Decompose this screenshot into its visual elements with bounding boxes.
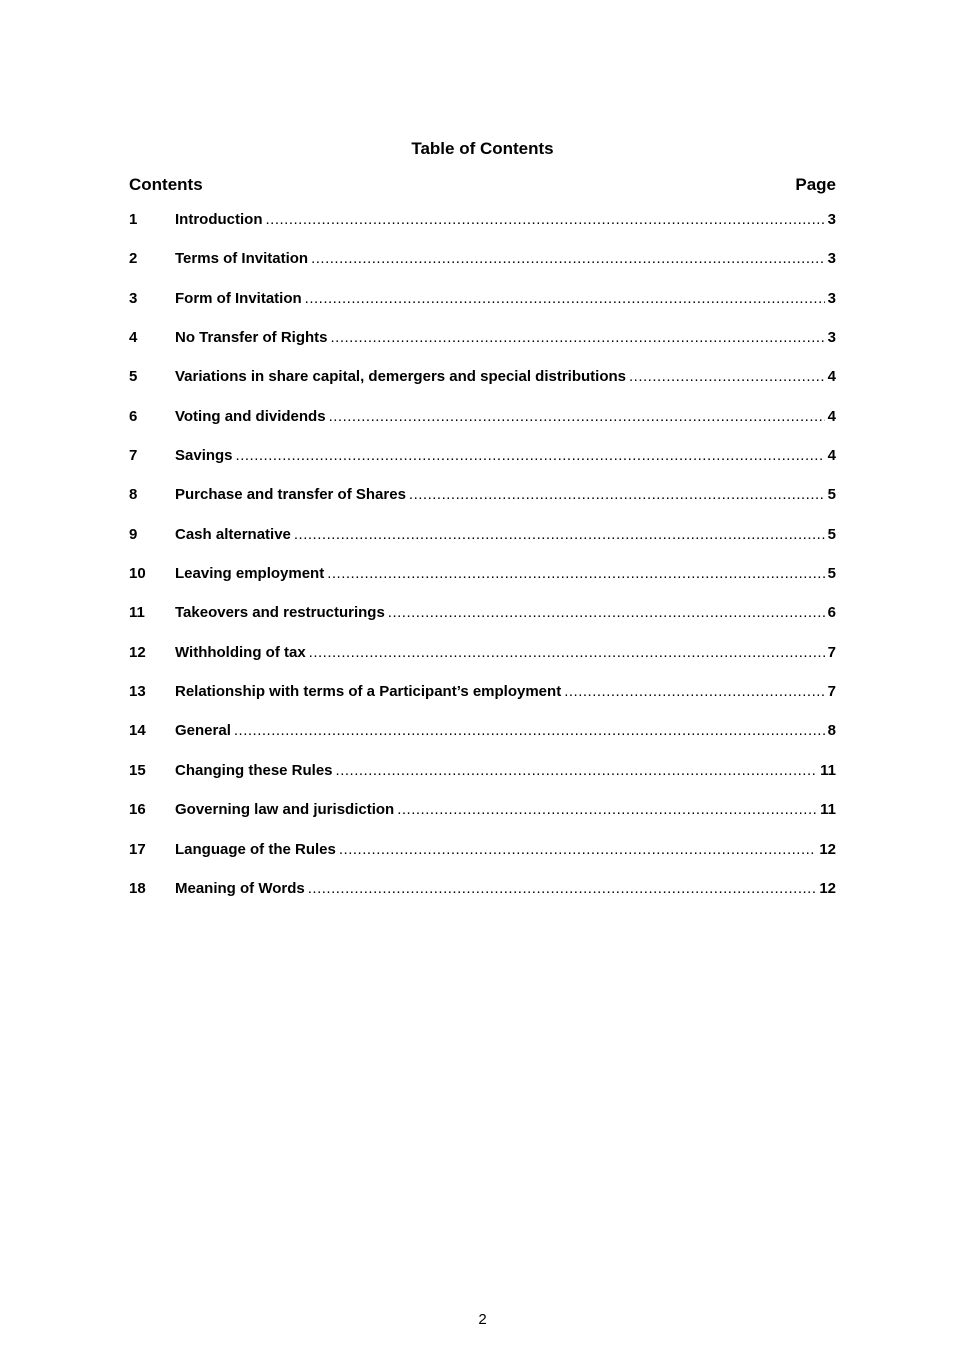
toc-entry-12[interactable] bbox=[129, 643, 836, 682]
toc-entry-13[interactable] bbox=[129, 682, 836, 721]
toc-entry-number: 15 bbox=[129, 761, 146, 779]
toc-entry-title[interactable]: Changing these Rules bbox=[175, 761, 333, 779]
toc-entry-title[interactable]: Leaving employment bbox=[175, 565, 325, 583]
toc-entry-7[interactable] bbox=[129, 446, 836, 485]
toc-entry-page[interactable]: 4 bbox=[827, 407, 836, 425]
toc-entry-1[interactable] bbox=[129, 210, 836, 249]
toc-entry-title[interactable]: Savings bbox=[175, 447, 233, 465]
toc-entry-title[interactable]: Voting and dividends bbox=[175, 407, 326, 425]
toc-entry-number: 18 bbox=[129, 879, 146, 897]
toc-entry-number: 2 bbox=[129, 250, 138, 268]
toc-entry-title[interactable]: Introduction bbox=[175, 211, 263, 228]
toc-entry-16[interactable] bbox=[129, 800, 836, 839]
page-number: 2 bbox=[478, 1311, 487, 1328]
toc-entry-number: 8 bbox=[129, 486, 138, 504]
toc-entry-title[interactable]: General bbox=[175, 722, 231, 740]
toc-entry-page[interactable]: 3 bbox=[827, 211, 836, 228]
dot-leader bbox=[311, 249, 825, 269]
toc-entry-11[interactable] bbox=[129, 603, 836, 642]
toc-entry-page[interactable]: 11 bbox=[820, 761, 836, 779]
dot-leader bbox=[308, 879, 817, 899]
toc-entry-number: 17 bbox=[129, 840, 146, 858]
toc-entry-page[interactable]: 12 bbox=[819, 879, 836, 897]
toc-entry-number: 9 bbox=[129, 525, 138, 543]
toc-entry-page[interactable]: 5 bbox=[827, 486, 836, 504]
toc-entry-title[interactable]: Language of the Rules bbox=[175, 840, 336, 858]
toc-entry-number: 1 bbox=[129, 211, 138, 228]
toc-entry-title[interactable]: Relationship with terms of a Participant’s employment bbox=[175, 683, 562, 701]
dot-leader bbox=[309, 643, 825, 663]
toc-entry-6[interactable] bbox=[129, 407, 836, 446]
toc-entry-page[interactable]: 7 bbox=[827, 683, 836, 701]
dot-leader bbox=[409, 485, 825, 505]
toc-entry-title[interactable]: Withholding of tax bbox=[175, 643, 306, 661]
toc-entry-number: 10 bbox=[129, 565, 146, 583]
toc-entry-title[interactable]: Takeovers and restructurings bbox=[175, 604, 385, 622]
toc-entry-number: 16 bbox=[129, 801, 146, 819]
dot-leader bbox=[329, 407, 825, 427]
dot-leader bbox=[265, 210, 824, 230]
toc-entry-2[interactable] bbox=[129, 249, 836, 288]
toc-entry-title[interactable]: Variations in share capital, demergers and special distributions bbox=[175, 368, 626, 386]
toc-entry-5[interactable] bbox=[129, 367, 836, 406]
toc-entry-page[interactable]: 8 bbox=[827, 722, 836, 740]
dot-leader bbox=[305, 289, 825, 309]
toc-entry-10[interactable] bbox=[129, 564, 836, 603]
toc-entry-4[interactable] bbox=[129, 328, 836, 367]
toc-entry-page[interactable]: 11 bbox=[820, 801, 836, 819]
toc-entry-page[interactable]: 3 bbox=[827, 250, 836, 268]
toc-entry-title[interactable]: Purchase and transfer of Shares bbox=[175, 486, 406, 504]
page-title: Table of Contents bbox=[411, 139, 554, 158]
toc-entry-page[interactable]: 5 bbox=[827, 525, 836, 543]
toc-entry-page[interactable]: 3 bbox=[827, 329, 836, 347]
dot-leader bbox=[339, 840, 816, 860]
toc-entry-page[interactable]: 4 bbox=[827, 447, 836, 465]
dot-leader bbox=[234, 721, 825, 741]
toc-entry-15[interactable] bbox=[129, 761, 836, 800]
toc-entry-page[interactable]: 6 bbox=[827, 604, 836, 622]
toc-entry-page[interactable]: 4 bbox=[827, 368, 836, 386]
toc-entry-18[interactable] bbox=[129, 879, 836, 918]
toc-entry-title[interactable]: Cash alternative bbox=[175, 525, 291, 543]
toc-entry-number: 11 bbox=[129, 604, 145, 622]
contents-heading: Contents bbox=[129, 175, 203, 194]
dot-leader bbox=[397, 800, 817, 820]
toc-list bbox=[129, 210, 836, 918]
dot-leader bbox=[564, 682, 824, 702]
dot-leader bbox=[236, 446, 825, 466]
toc-entry-number: 6 bbox=[129, 407, 138, 425]
toc-entry-9[interactable] bbox=[129, 525, 836, 564]
dot-leader bbox=[294, 525, 825, 545]
dot-leader bbox=[336, 761, 818, 781]
dot-leader bbox=[629, 367, 825, 387]
toc-entry-number: 14 bbox=[129, 722, 146, 740]
page-heading: Page bbox=[795, 175, 836, 194]
toc-entry-number: 5 bbox=[129, 368, 138, 386]
toc-entry-title[interactable]: No Transfer of Rights bbox=[175, 329, 328, 347]
toc-entry-page[interactable]: 3 bbox=[827, 289, 836, 307]
toc-entry-14[interactable] bbox=[129, 721, 836, 760]
toc-entry-title[interactable]: Meaning of Words bbox=[175, 879, 305, 897]
toc-entry-title[interactable]: Form of Invitation bbox=[175, 289, 302, 307]
toc-entry-number: 12 bbox=[129, 643, 146, 661]
toc-entry-17[interactable] bbox=[129, 840, 836, 879]
dot-leader bbox=[331, 328, 825, 348]
toc-entry-page[interactable]: 5 bbox=[827, 565, 836, 583]
toc-entry-number: 13 bbox=[129, 683, 146, 701]
toc-entry-number: 3 bbox=[129, 289, 138, 307]
toc-entry-title[interactable]: Governing law and jurisdiction bbox=[175, 801, 395, 819]
dot-leader bbox=[327, 564, 824, 584]
toc-entry-page[interactable]: 7 bbox=[827, 643, 836, 661]
toc-entry-number: 4 bbox=[129, 329, 138, 347]
toc-entry-number: 7 bbox=[129, 447, 138, 465]
toc-header bbox=[129, 174, 836, 196]
dot-leader bbox=[388, 603, 825, 623]
toc-entry-3[interactable] bbox=[129, 289, 836, 328]
toc-entry-page[interactable]: 12 bbox=[819, 840, 836, 858]
toc-entry-title[interactable]: Terms of Invitation bbox=[175, 250, 309, 268]
toc-entry-8[interactable] bbox=[129, 485, 836, 524]
